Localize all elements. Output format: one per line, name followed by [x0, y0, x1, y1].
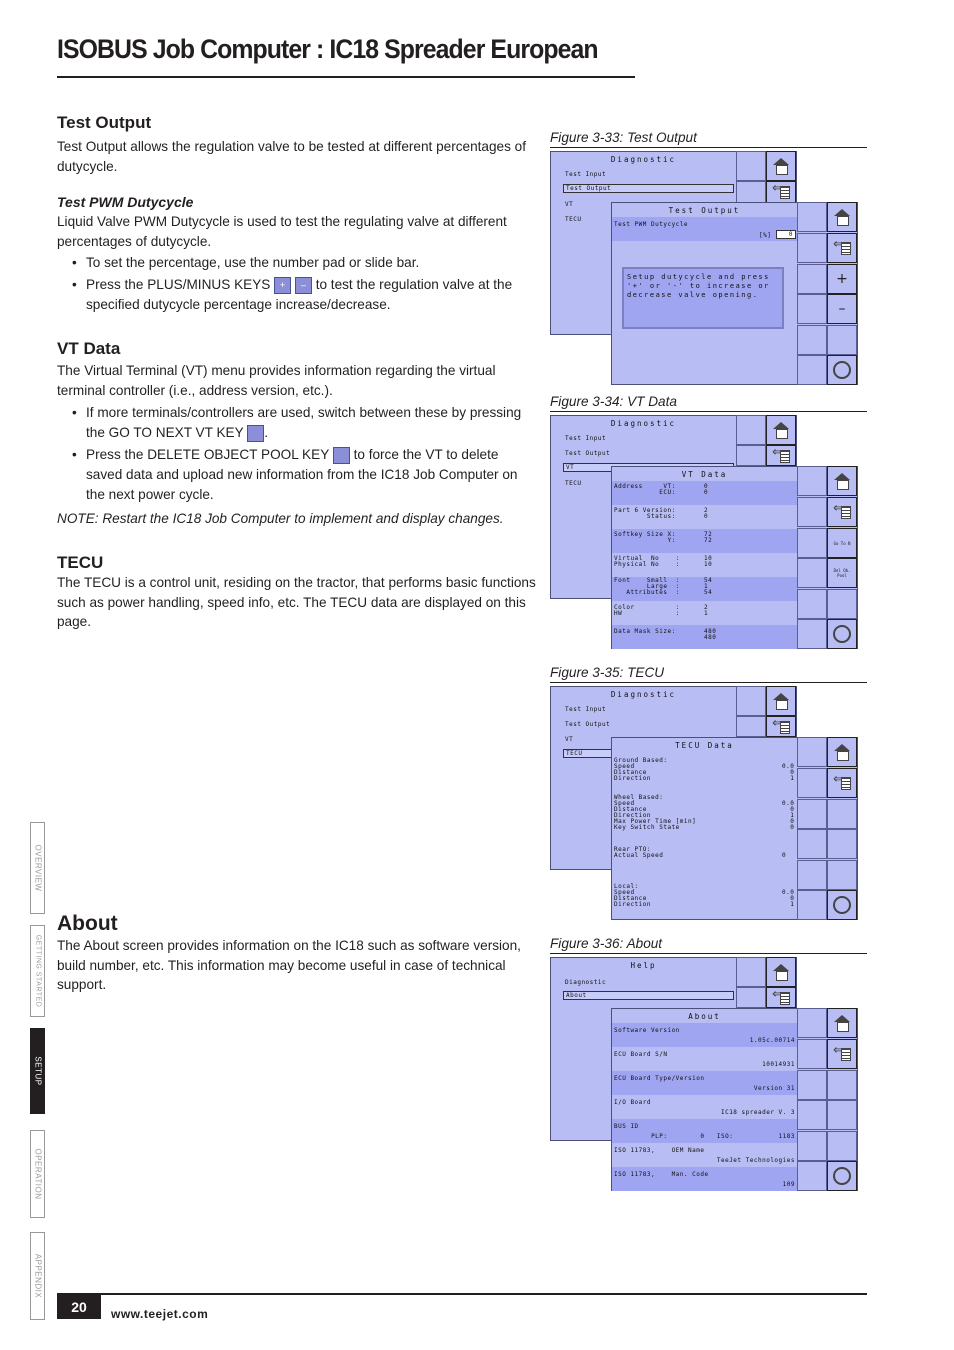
softkey-blank [797, 294, 827, 324]
softkey-blank [736, 686, 766, 716]
home-softkey[interactable] [766, 957, 796, 987]
softkey-blank [797, 1100, 827, 1130]
cycle-icon [833, 625, 851, 643]
go-to-next-vt-key-icon [247, 425, 264, 442]
cycle-softkey[interactable] [827, 619, 857, 649]
side-tab-appendix[interactable] [30, 1232, 45, 1320]
vt-row-value: 72 72 [704, 531, 713, 544]
softkey-blank [827, 829, 857, 859]
vt-row-label: ECU Board S/N [614, 1051, 668, 1058]
softkey-blank [736, 445, 766, 466]
bullet-text: to test the regulation valve at the specified dutycycle percentage increase/decrease. [86, 277, 513, 312]
softkey-blank [827, 860, 857, 890]
go-to-next-vt-softkey[interactable]: Go To N [827, 528, 857, 558]
back-softkey[interactable] [827, 233, 857, 263]
vt-row-value: 10014931 [762, 1061, 795, 1068]
vt-row-label: Part 6 Version: Status: [614, 507, 676, 520]
vt-data-body: The Virtual Terminal (VT) menu provides information regarding the virtual terminal controller (i.e., address version, etc.). [57, 363, 496, 398]
figure-rule [550, 147, 867, 148]
cycle-softkey[interactable] [827, 1161, 857, 1191]
softkey-blank [797, 466, 827, 496]
softkey-blank [797, 202, 827, 232]
home-icon [833, 209, 851, 225]
vt-title: Test Output [668, 206, 741, 215]
vt-row-label: Softkey Size X: Y: [614, 531, 676, 544]
figure-caption: Figure 3-36: About [550, 936, 663, 951]
side-tab-overview[interactable] [30, 822, 45, 914]
softkey-blank [797, 233, 827, 263]
softkey-blank [797, 768, 827, 798]
vt-row-value: 0.0 0 1 0 0 [782, 800, 795, 831]
vt-title: VT Data [681, 470, 728, 479]
back-icon [833, 777, 851, 789]
vt-row-value: 1.05c.00714 [749, 1037, 795, 1044]
vt-menu-item[interactable]: About [563, 991, 734, 1000]
softkey-blank [797, 528, 827, 558]
vt-row-value: 0 [782, 852, 787, 859]
vt-menu-item[interactable]: TECU [563, 749, 734, 758]
softkey-blank [797, 737, 827, 767]
vt-menu-item[interactable]: Test Output [565, 450, 611, 457]
vt-row-value: 54 1 54 [704, 577, 713, 596]
softkey-blank [827, 799, 857, 829]
back-softkey[interactable] [766, 445, 796, 466]
vt-row-value: 480 480 [704, 628, 717, 641]
vt-row-value: 0.0 0 1 [782, 763, 795, 782]
vt-row-label: Wheel Based: Speed Distance Direction Max Power Time [min] Key Switch State [614, 794, 697, 831]
vt-title: Diagnostic [610, 419, 677, 428]
side-tab-operation[interactable] [30, 1130, 45, 1218]
test-pwm-body: Liquid Valve PWM Dutycycle is used to test the regulating valve at different percentages of dutycycle. [57, 214, 507, 249]
vt-row-label: Virtual No : Physical No : [614, 555, 680, 568]
home-softkey[interactable] [827, 1008, 857, 1038]
softkey-blank [736, 957, 766, 987]
test-output-heading: Test Output [57, 113, 152, 132]
vt-row-label: Color : HW : [614, 604, 680, 617]
home-icon [772, 964, 790, 980]
softkey-blank [736, 415, 766, 445]
vt-row-label: Data Mask Size: [614, 628, 676, 635]
minus-softkey[interactable]: – [827, 294, 857, 324]
softkey-blank [797, 264, 827, 294]
side-tab-getting-started[interactable] [30, 925, 45, 1017]
softkey-blank [797, 890, 827, 920]
softkey-blank [797, 860, 827, 890]
vt-data-bullet-1 [72, 403, 534, 443]
dutycycle-input[interactable]: 0 [776, 230, 796, 239]
tecu-body: The TECU is a control unit, residing on the tractor, that performs basic functions such as power handling, speed info, etc. The TECU data are displayed on this page. [57, 575, 536, 630]
softkey-blank [827, 589, 857, 619]
vt-menu-item[interactable]: Test Input [565, 706, 607, 713]
delete-object-pool-softkey[interactable]: Del Ob. Pool [827, 558, 857, 588]
vt-row-label: Address VT: ECU: [614, 483, 676, 496]
vt-row-value: TeeJet Technologies [716, 1157, 795, 1164]
vt-menu-item[interactable]: Test Output [565, 721, 611, 728]
cycle-softkey[interactable] [827, 355, 857, 385]
softkey-blank [736, 716, 766, 737]
side-tab-label: SETUP [33, 1056, 42, 1086]
back-icon [772, 721, 790, 733]
bullet-text: Press the PLUS/MINUS KEYS [86, 277, 271, 292]
softkey-blank [797, 1008, 827, 1038]
vt-menu-item[interactable]: Test Input [565, 171, 607, 178]
home-icon [833, 744, 851, 760]
page-title: ISOBUS Job Computer : IC18 Spreader European [57, 34, 598, 64]
softkey-blank [797, 829, 827, 859]
vt-data-bullet-2 [72, 445, 534, 505]
vt-menu-item[interactable]: Diagnostic [565, 979, 607, 986]
vt-row-label: I/O Board [614, 1099, 652, 1106]
test-output-bullet-1: • To set the percentage, use the number pad or slide bar. [72, 253, 534, 273]
softkey-blank [827, 1100, 857, 1130]
softkey-blank [797, 355, 827, 385]
vt-menu-item[interactable]: TECU [565, 216, 582, 223]
back-softkey[interactable] [827, 768, 857, 798]
figure-rule [550, 953, 867, 954]
back-softkey[interactable] [766, 181, 796, 203]
home-softkey[interactable] [766, 151, 796, 181]
vt-field-unit: [%] [759, 232, 772, 239]
side-tab-label: OVERVIEW [33, 844, 42, 892]
softkey-blank [797, 1039, 827, 1069]
vt-row-value: 2 0 [704, 507, 709, 520]
footer-url[interactable]: www.teejet.com [111, 1307, 209, 1321]
cycle-softkey[interactable] [827, 890, 857, 920]
figure-rule [550, 411, 867, 412]
softkey-blank [797, 497, 827, 527]
vt-menu-item[interactable]: Test Input [565, 435, 607, 442]
vt-title: TECU Data [675, 741, 734, 750]
plus-softkey[interactable]: + [827, 264, 857, 294]
vt-menu-item[interactable]: VT [565, 201, 574, 208]
side-tab-label: APPENDIX [33, 1253, 42, 1299]
softkey-blank [797, 1161, 827, 1191]
home-icon [833, 473, 851, 489]
side-tab-label: OPERATION [33, 1148, 42, 1200]
about-heading: About [57, 912, 118, 935]
home-icon [772, 158, 790, 174]
softkey-blank [797, 1070, 827, 1100]
back-softkey[interactable] [827, 497, 857, 527]
home-softkey[interactable] [766, 686, 796, 716]
vt-menu-item[interactable]: VT [565, 736, 574, 743]
back-softkey[interactable] [766, 987, 796, 1008]
back-icon [833, 506, 851, 518]
home-icon [772, 693, 790, 709]
back-softkey[interactable] [766, 716, 796, 737]
vt-message: Setup dutycycle and press '+' or '-' to increase or decrease valve opening. [627, 273, 770, 299]
softkey-blank [797, 1131, 827, 1161]
figure-caption: Figure 3-33: Test Output [550, 130, 697, 145]
figure-rule [550, 682, 867, 683]
bullet-text: Press the DELETE OBJECT POOL KEY [86, 447, 330, 462]
page-number: 20 [57, 1295, 101, 1319]
vt-row-label: Software Version [614, 1027, 680, 1034]
softkey-blank [797, 799, 827, 829]
softkey-blank [797, 558, 827, 588]
vt-field-label: Test PWM Dutycycle [614, 221, 689, 228]
softkey-blank [797, 325, 827, 355]
vt-data-note: NOTE: Restart the IC18 Job Computer to implement and display changes. [57, 511, 504, 526]
home-softkey[interactable] [827, 202, 857, 232]
vt-row-label: Local: Speed Distance Direction [614, 883, 652, 908]
vt-row-value: PLP: 0 ISO: 1183 [651, 1133, 795, 1140]
side-tab-setup[interactable] [30, 1028, 45, 1114]
cycle-icon [833, 896, 851, 914]
vt-menu-item[interactable]: Test Output [563, 184, 734, 193]
vt-message-box [622, 267, 784, 329]
back-icon [772, 186, 790, 198]
vt-menu-item[interactable]: TECU [565, 480, 582, 487]
figure-caption: Figure 3-35: TECU [550, 665, 665, 680]
plus-key-icon: + [274, 277, 291, 294]
home-icon [772, 422, 790, 438]
back-softkey[interactable] [827, 1039, 857, 1069]
vt-row-label: Font Small : Large : Attributes : [614, 577, 680, 596]
vt-data-heading: VT Data [57, 339, 121, 358]
vt-row-value: IC18 spreader V. 3 [720, 1109, 795, 1116]
vt-title: Diagnostic [610, 690, 677, 699]
vt-title: Help [630, 961, 657, 970]
softkey-blank [797, 589, 827, 619]
back-icon [772, 992, 790, 1004]
figure-caption: Figure 3-34: VT Data [550, 394, 677, 409]
home-softkey[interactable] [766, 415, 796, 445]
cycle-icon [833, 1167, 851, 1185]
home-softkey[interactable] [827, 466, 857, 496]
back-icon [833, 242, 851, 254]
home-softkey[interactable] [827, 737, 857, 767]
bullet-text: . [264, 425, 268, 440]
vt-row-label: Ground Based: Speed Distance Direction [614, 757, 668, 782]
vt-row-value: 109 [782, 1181, 795, 1188]
vt-row-value: Version 31 [753, 1085, 795, 1092]
delete-object-pool-key-icon [333, 447, 350, 464]
minus-key-icon: – [295, 277, 312, 294]
softkey-blank [736, 151, 766, 181]
vt-row-label: Rear PTO: Actual Speed [614, 846, 664, 859]
vt-row-label: ISO 11783, Man. Code [614, 1171, 709, 1178]
title-rule [57, 76, 635, 78]
vt-row-label: ISO 11783, OEM Name [614, 1147, 705, 1154]
softkey-blank [736, 181, 766, 203]
vt-row-value: 0 0 [704, 483, 709, 496]
back-icon [833, 1048, 851, 1060]
footer-rule [57, 1293, 867, 1295]
cycle-icon [833, 361, 851, 379]
vt-row-value: 0.0 0 1 [782, 889, 795, 908]
bullet-text: to force the VT to delete saved data and upload new information from the IC18 Job Computer on the next power cycle. [86, 447, 518, 502]
softkey-blank [736, 987, 766, 1008]
side-tab-label: GETTING STARTED [34, 934, 41, 1008]
vt-row-value: 10 10 [704, 555, 713, 568]
bullet-text: If more terminals/controllers are used, switch between these by pressing the GO TO NEXT VT KEY [86, 405, 522, 440]
test-pwm-heading: Test PWM Dutycycle [57, 194, 194, 210]
softkey-blank [827, 325, 857, 355]
softkey-blank [827, 1131, 857, 1161]
vt-menu-item[interactable]: VT [563, 463, 734, 472]
vt-row-label: BUS ID [614, 1123, 639, 1130]
test-output-body: Test Output allows the regulation valve to be tested at different percentages of dutycycle. [57, 139, 527, 174]
about-body: The About screen provides information on the IC18 such as software version, build number, etc. This information may become useful in case of technical support. [57, 938, 521, 993]
back-icon [772, 450, 790, 462]
home-icon [833, 1015, 851, 1031]
vt-title: Diagnostic [610, 155, 677, 164]
vt-row-label: ECU Board Type/Version [614, 1075, 705, 1082]
vt-row-value: 2 1 [704, 604, 709, 617]
vt-title: About [688, 1012, 721, 1021]
softkey-blank [797, 619, 827, 649]
softkey-blank [827, 1070, 857, 1100]
tecu-heading: TECU [57, 553, 104, 572]
test-output-bullet-2 [72, 275, 534, 315]
